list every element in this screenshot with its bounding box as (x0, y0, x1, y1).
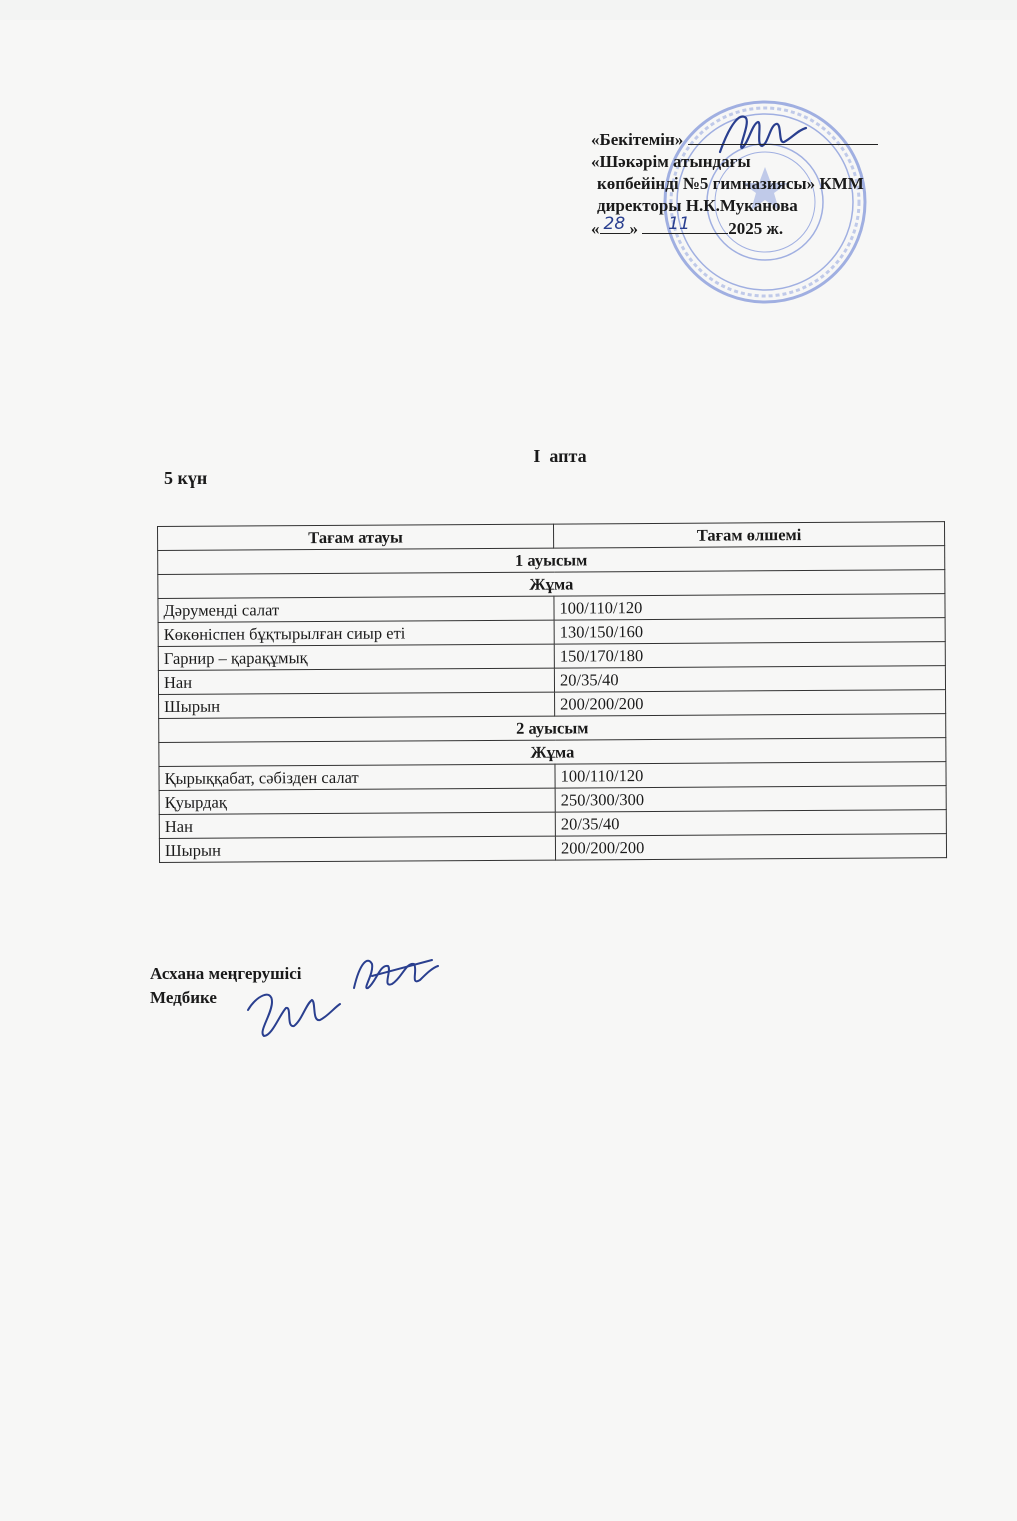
approve-label: «Бекітемін» (591, 130, 684, 149)
dish-size: 200/200/200 (555, 690, 946, 716)
dish-name: Қуырдақ (159, 788, 555, 814)
date-month-blank (642, 214, 728, 234)
org-line-2: көпбейінді №5 гимназиясы» КММ (597, 174, 864, 193)
director-line: директоры Н.К.Муканова (597, 196, 798, 215)
org-line-1: «Шәкәрім атындағы (591, 152, 751, 171)
day-label: 5 күн (164, 468, 208, 488)
table-row (159, 834, 946, 863)
dish-size: 20/35/40 (555, 810, 946, 836)
shift-1-title: 1 ауысым (158, 546, 945, 575)
dish-name: Көкөніспен бұқтырылған сиыр еті (158, 620, 554, 646)
dish-size: 250/300/300 (555, 786, 946, 812)
date-quote-open: « (591, 219, 600, 238)
menu-table (157, 521, 947, 863)
dish-size: 20/35/40 (554, 666, 945, 692)
approval-block (591, 128, 931, 240)
nurse-label: Медбике (150, 988, 217, 1007)
header-portion-size: Тағам өлшемі (553, 522, 944, 548)
date-year: 2025 ж. (728, 219, 784, 238)
dish-name: Дәрумендi салат (158, 596, 554, 622)
approve-line (591, 128, 931, 151)
approve-signature-blank (688, 128, 878, 145)
date-day-blank (600, 214, 630, 234)
dish-name: Гарнир – қарақұмық (158, 644, 554, 670)
shift-2-title: 2 ауысым (159, 714, 946, 743)
dish-size: 150/170/180 (554, 642, 945, 668)
dish-name: Шырын (159, 836, 555, 862)
dish-name: Шырын (159, 692, 555, 718)
week-title: I апта (533, 446, 587, 466)
dish-size: 100/110/120 (555, 762, 946, 788)
dish-size: 100/110/120 (554, 594, 945, 620)
date-quote-close: » (629, 219, 638, 238)
approval-date (591, 214, 931, 240)
dish-name: Нан (159, 812, 555, 838)
dish-name: Қырыққабат, сәбізден салат (159, 764, 555, 790)
header-dish-name: Тағам атауы (158, 524, 554, 550)
dish-size: 200/200/200 (555, 834, 946, 860)
shift-1-day: Жұма (158, 570, 945, 599)
nurse-signature (248, 995, 340, 1036)
date-month: 11 (668, 214, 690, 234)
dish-name: Нан (158, 668, 554, 694)
canteen-head-label: Асхана меңгерушісі (150, 964, 302, 983)
date-day: 28 (603, 214, 626, 234)
dish-size: 130/150/160 (554, 618, 945, 644)
shift-2-day: Жұма (159, 738, 946, 767)
footer-signatures (242, 948, 442, 1048)
canteen-head-signature (354, 961, 438, 988)
